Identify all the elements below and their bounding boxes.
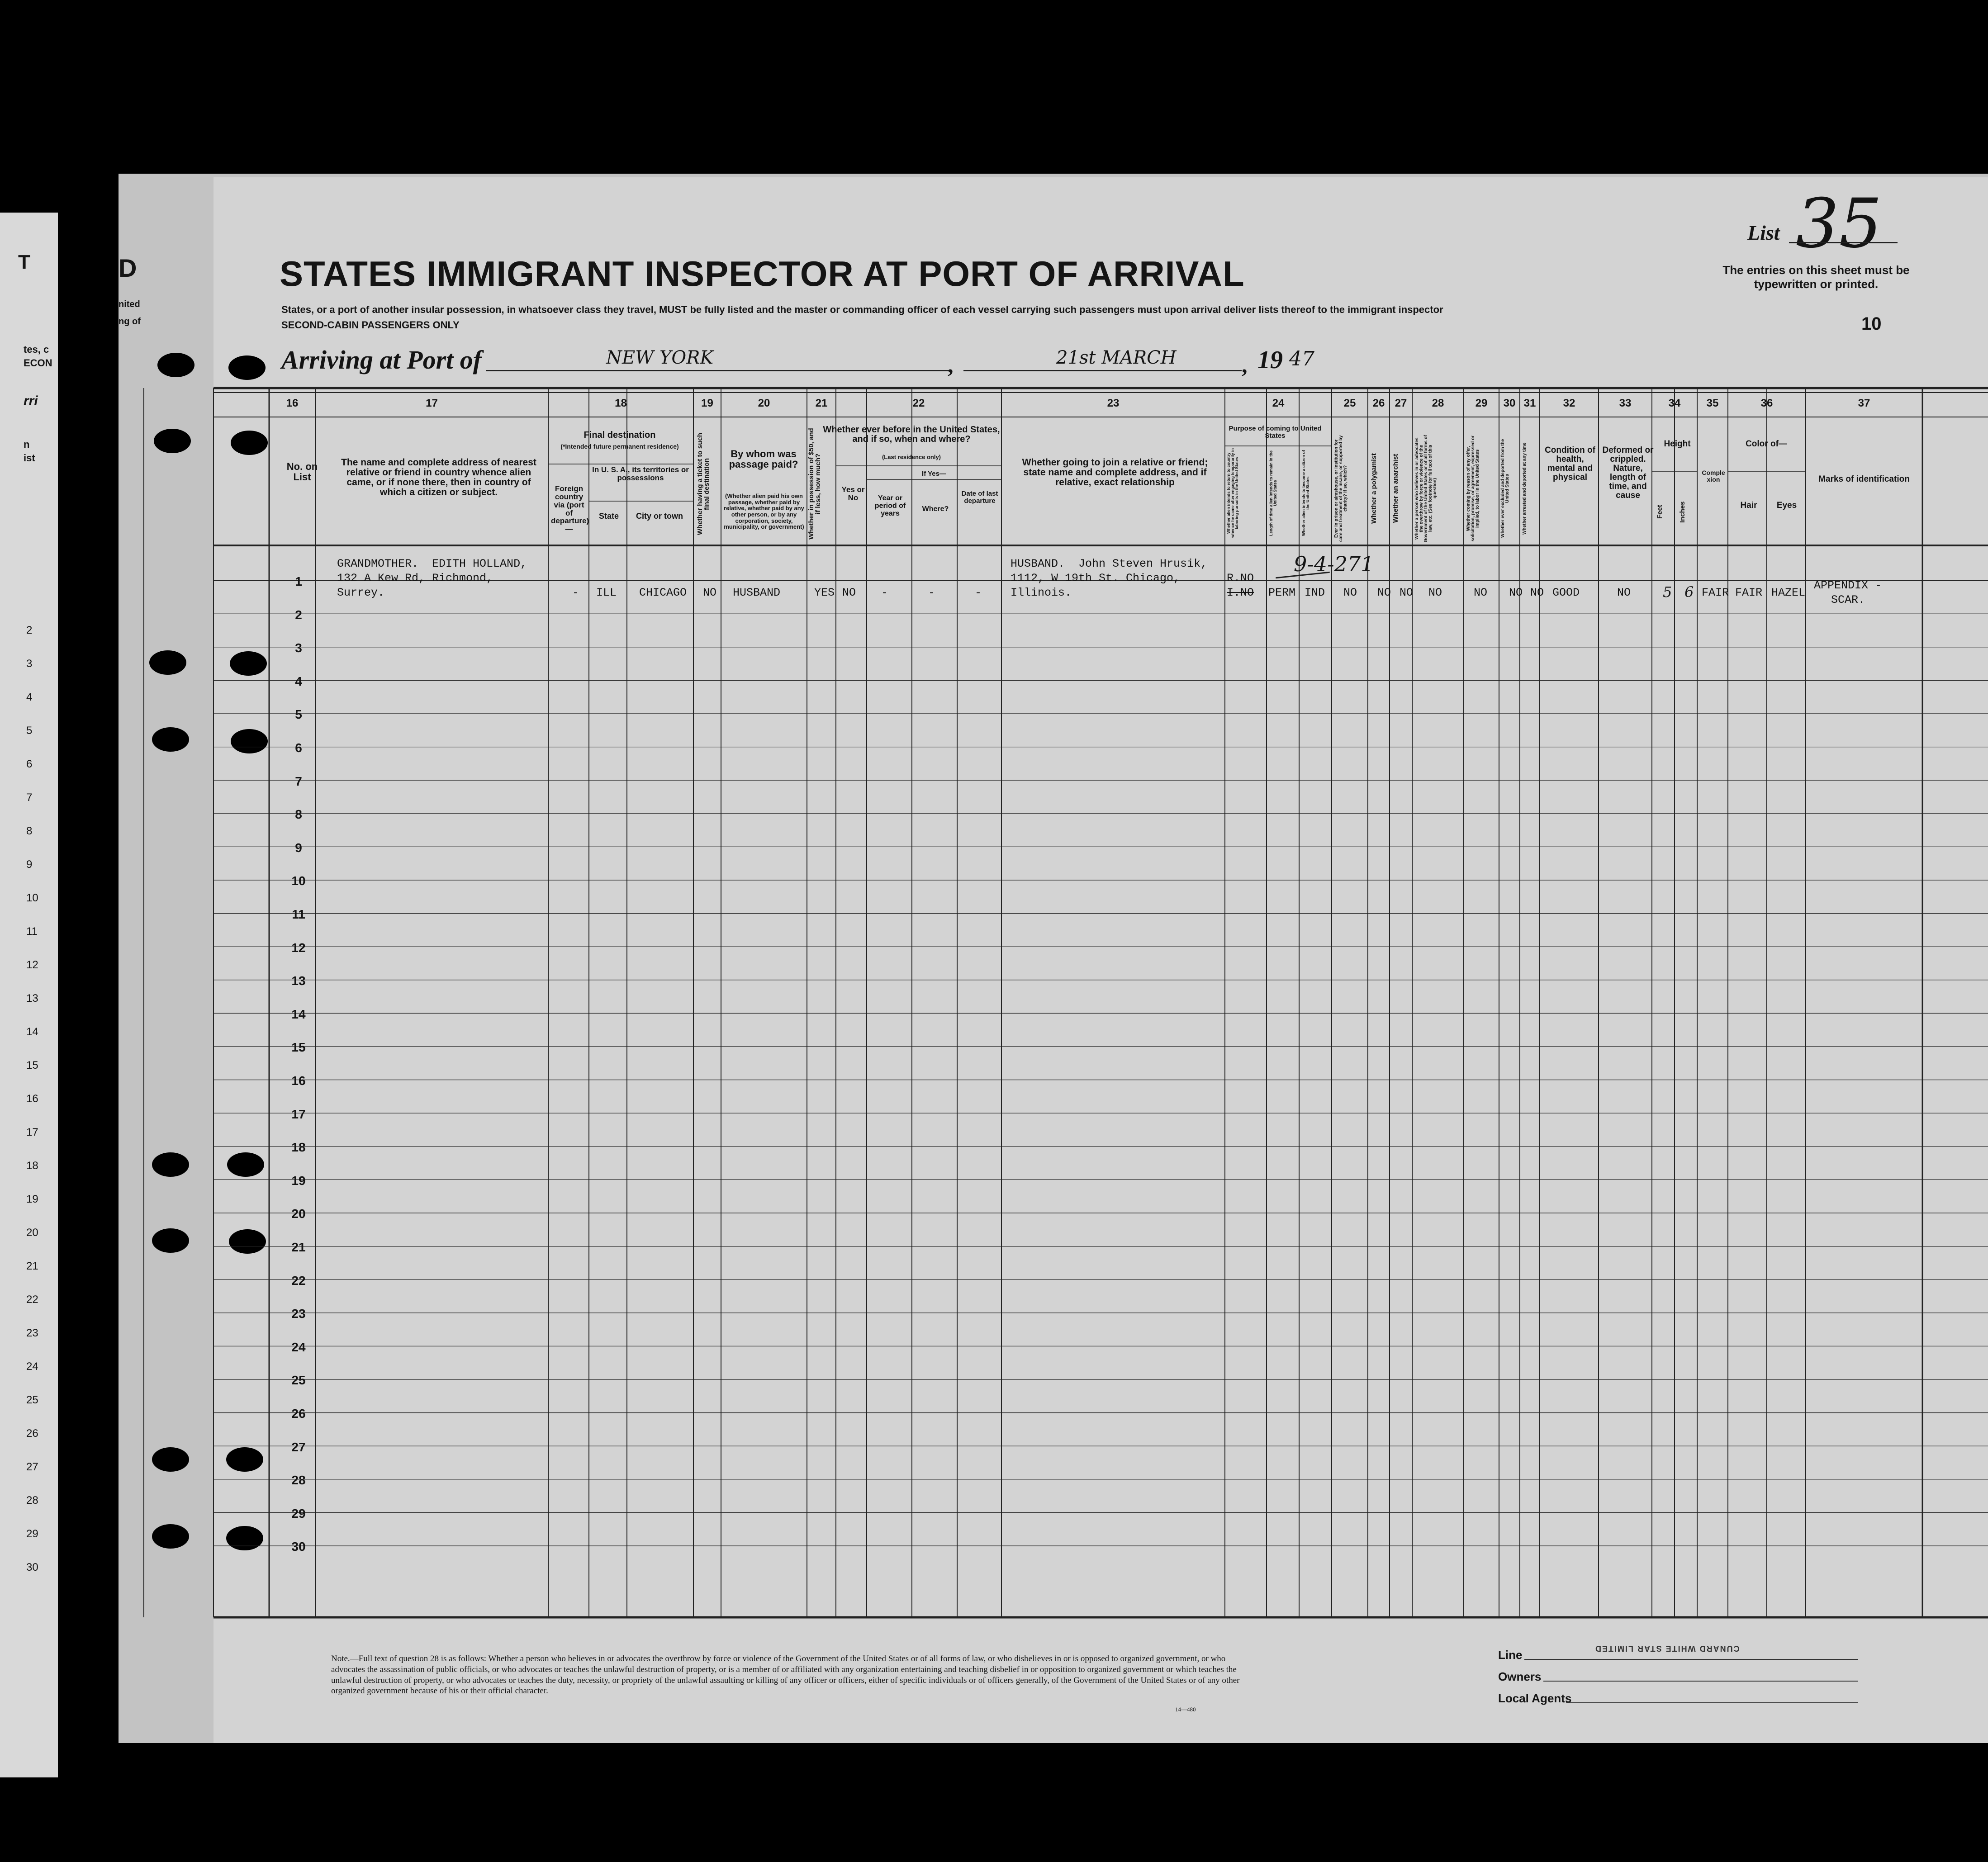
row-number: 16	[291, 1074, 306, 1088]
column-number-19: 19	[701, 397, 713, 409]
col24-citizen: Whether alien intends to become a citizen of the United States	[1301, 450, 1310, 536]
row-number: 26	[291, 1407, 306, 1421]
purpose-return-1: R.NO	[1227, 572, 1254, 585]
strip-fragment: tes, c	[24, 344, 49, 355]
line-stamp: CUNARD WHITE STAR LIMITED	[1594, 1644, 1740, 1653]
col27-header: Whether an anarchist	[1392, 454, 1400, 523]
strip-fragment: rri	[24, 393, 38, 408]
height-inches-value: 6	[1684, 583, 1694, 601]
strip-row-number: 5	[26, 725, 33, 737]
col23-header: Whether going to join a relative or friend; state name and complete address, and if relative, exact relationship	[1022, 457, 1208, 488]
row-number: 25	[291, 1373, 306, 1388]
row-number: 18	[291, 1140, 306, 1155]
ticket-value: NO	[703, 586, 717, 599]
eyes-value: HAZEL	[1771, 586, 1806, 599]
row-number: 20	[291, 1207, 306, 1221]
col18-state: State	[598, 512, 619, 521]
contract-labor-value: NO	[1474, 586, 1488, 599]
arrested-value: NO	[1530, 586, 1544, 599]
strip-row-number: 10	[26, 892, 38, 904]
strip-row-number: 27	[26, 1461, 38, 1473]
strip-row-number: 20	[26, 1227, 38, 1239]
year-suffix: 47	[1289, 347, 1314, 370]
polygamist-value: NO	[1377, 586, 1391, 599]
strip-row-number: 11	[26, 925, 38, 938]
row-number: 9	[295, 840, 302, 855]
col32-header: Condition of health, mental and physical	[1545, 445, 1595, 482]
row-number: 30	[291, 1540, 306, 1554]
strip-row-number: 19	[26, 1193, 38, 1205]
overthrow-value: NO	[1428, 586, 1442, 599]
years-value: -	[881, 586, 888, 599]
passage-paid-value: HUSBAND	[733, 586, 781, 599]
marks-value: APPENDIX -	[1814, 579, 1882, 592]
bound-edge-text: ng of	[119, 317, 141, 327]
col22-ifyes: If Yes—	[922, 470, 946, 478]
row-number: 15	[291, 1040, 306, 1055]
col18-sub: (*Intended future permanent residence)	[560, 443, 679, 450]
line-label: Line	[1498, 1648, 1523, 1662]
column-number-35: 35	[1706, 397, 1719, 409]
row-number: 21	[291, 1240, 306, 1254]
column-number-16: 16	[286, 397, 299, 409]
page-number: 10	[1861, 314, 1882, 334]
strip-row-number: 26	[26, 1427, 38, 1440]
column-number-36: 36	[1760, 397, 1773, 409]
row-number: 2	[295, 607, 302, 622]
column-number-31: 31	[1523, 397, 1536, 409]
column-number-17: 17	[426, 397, 438, 409]
strip-row-number: 12	[26, 959, 38, 971]
strip-row-number: 30	[26, 1561, 38, 1573]
col17-header: The name and complete address of nearest relative or friend in country whence alien came, or if none there, then in country of which a citizen or subject.	[341, 457, 536, 498]
column-number-26: 26	[1372, 397, 1385, 409]
page-subtitle: States, or a port of another insular possession, in whatsoever class they travel, MUST be fully listed and the master or commanding officer of each vessel carrying such passengers must upon arrival deliver lists thereof to the immigrant inspector	[281, 304, 1443, 315]
row-number: 10	[291, 874, 306, 888]
passenger-class: SECOND-CABIN PASSENGERS ONLY	[281, 319, 460, 331]
col36-header: Color of—	[1746, 439, 1787, 449]
col29-header: Whether coming by reason of any offer, solicitation, promise, or agreement, expressed or implied, to labor in the United States	[1466, 436, 1480, 541]
strip-row-number: 4	[26, 691, 33, 703]
col37-header: Marks of identification	[1818, 474, 1910, 484]
strip-row-number: 28	[26, 1494, 38, 1507]
strip-row-number: 24	[26, 1360, 38, 1373]
strip-fragment: n	[24, 439, 30, 450]
comma: ,	[948, 352, 954, 378]
city-value: CHICAGO	[639, 586, 687, 599]
owners-label: Owners	[1498, 1670, 1542, 1683]
strip-row-number: 18	[26, 1160, 38, 1172]
column-number-30: 30	[1503, 397, 1516, 409]
strip-row-number: 8	[26, 825, 33, 837]
row-number: 4	[295, 674, 302, 688]
column-number-20: 20	[758, 397, 770, 409]
footnote-question-28: Note.—Full text of question 28 is as follows: Whether a person who believes in or advocates the overthrow by force or violence of the Government of the United States or of all forms of law, or who disbelieves in or is opposed to organized government, or who advocates the assassination of public officials, or who advocates or teaches the unlawful destruction of property, or is a member of or affiliated with any organization entertaining and teaching disbelief in or opposition to organized government or which teaches the unlawful destruction of property, or who advocates or teaches the duty, necessity, or propriety of the unlawful assaulting or killing of any officer or officers, either of specific individuals or of officers generally, of the Government of the United States or of any other organized government because of his or their official character.	[331, 1654, 1240, 1696]
col34-header: Height	[1664, 439, 1691, 449]
row-number: 6	[295, 741, 302, 755]
row-number: 5	[295, 707, 302, 722]
strip-row-number: 7	[26, 791, 33, 804]
row-number: 12	[291, 940, 306, 955]
col36-eyes: Eyes	[1776, 501, 1797, 510]
state-value: ILL	[596, 586, 617, 599]
row-number: 3	[295, 641, 302, 655]
col20-sub: (Whether alien paid his own passage, whether paid by relative, whether paid by any other person, or by any corporation, society, municipality, or government)	[724, 493, 804, 531]
typewritten-note: The entries on this sheet must be typewritten or printed.	[1722, 263, 1910, 291]
column-number-21: 21	[815, 397, 828, 409]
anarchist-value: NO	[1400, 586, 1414, 599]
deformed-value: NO	[1617, 586, 1631, 599]
join-state: Illinois.	[1011, 586, 1072, 599]
col36-hair: Hair	[1740, 501, 1757, 510]
col18-foreign: Foreign country via (port of departure)—	[551, 484, 589, 534]
col22-yesno: Yes or No	[841, 485, 865, 502]
port-value: NEW YORK	[606, 347, 714, 368]
strip-row-number: 17	[26, 1126, 38, 1138]
col25-header: Ever in prison or almshouse, or institution for care and treatment of the insane, or supported by charity? If so, which?	[1334, 435, 1348, 542]
row-number: 11	[292, 907, 305, 921]
row-number: 1	[295, 574, 302, 588]
col31-header: Whether arrested and deported at any time	[1522, 442, 1527, 535]
strip-row-number: 25	[26, 1394, 38, 1406]
col16-header: No. on List	[286, 461, 318, 483]
strip-row-number: 22	[26, 1293, 38, 1306]
foreign-country-value: -	[572, 586, 579, 599]
col26-header: Whether a polygamist	[1370, 453, 1378, 524]
purpose-return-2: I.NO	[1227, 586, 1254, 599]
row-number: 14	[291, 1007, 306, 1021]
join-name: HUSBAND. John Steven Hrusik,	[1011, 557, 1208, 570]
marks-value-2: SCAR.	[1831, 593, 1865, 606]
strip-fragment: ist	[24, 452, 35, 464]
col22-years: Year or period of years	[874, 494, 906, 517]
strip-row-number: 16	[26, 1093, 38, 1105]
col21-header: Whether in possession of $50, and if less, how much?	[807, 428, 822, 540]
row-number: 28	[291, 1473, 306, 1488]
col22-where: Where?	[922, 505, 949, 513]
date-value: 21st MARCH	[1056, 347, 1177, 368]
col35-header: Complexion	[1702, 469, 1725, 483]
col22-date: Date of last departure	[961, 490, 998, 505]
strip-row-number: 23	[26, 1327, 38, 1339]
strip-row-number: 14	[26, 1026, 38, 1038]
col20-header: By whom was passage paid?	[729, 448, 798, 470]
row-number: 13	[291, 974, 306, 988]
excluded-value: NO	[1509, 586, 1523, 599]
column-number-29: 29	[1475, 397, 1488, 409]
hair-value: FAIR	[1735, 586, 1763, 599]
column-number-27: 27	[1395, 397, 1407, 409]
col24-return: Whether alien intends to return to country whence he came after engaging temporarily in laboring pursuits in the United States	[1226, 448, 1239, 538]
col34-feet: Feet	[1656, 505, 1664, 519]
strip-row-number: 2	[26, 624, 33, 636]
bound-edge-letter: D	[119, 254, 137, 282]
length-of-stay-value: PERM	[1268, 586, 1296, 599]
handwritten-annotation: 9-4-271	[1294, 552, 1374, 576]
year-prefix: 19	[1257, 346, 1283, 374]
relative-city: Surrey.	[337, 586, 385, 599]
strip-row-number: 21	[26, 1260, 38, 1272]
health-value: GOOD	[1552, 586, 1580, 599]
col24-header: Purpose of coming to United States	[1229, 425, 1322, 440]
list-number: 35	[1796, 185, 1882, 263]
col18-city: City or town	[636, 512, 683, 521]
col19-header: Whether having a ticket to such final destination	[696, 433, 711, 535]
fifty-dollars-value: YES	[814, 586, 835, 599]
strip-row-number: 9	[26, 858, 33, 871]
ever-in-us-value: NO	[842, 586, 856, 599]
row-number: 17	[291, 1107, 306, 1121]
strip-row-number: 29	[26, 1528, 38, 1540]
row-number: 19	[291, 1173, 306, 1188]
citizen-value: IND	[1305, 586, 1325, 599]
comma: ,	[1242, 352, 1248, 378]
col22-header: Whether ever before in the United States, and if so, when and where?	[823, 425, 1000, 444]
join-address: 1112, W 19th St. Chicago,	[1011, 572, 1181, 585]
row-number: 8	[295, 807, 302, 822]
row-number: 23	[291, 1307, 306, 1321]
where-value: -	[928, 586, 935, 599]
row-number: 22	[291, 1273, 306, 1288]
col30-header: Whether ever excluded and deported from the United States	[1500, 439, 1510, 538]
col33-header: Deformed or crippled. Nature, length of time, and cause	[1602, 445, 1654, 500]
column-number-32: 32	[1563, 397, 1575, 409]
date-departure-value: -	[975, 586, 982, 599]
arriving-label: Arriving at Port of	[281, 345, 482, 374]
row-number: 24	[291, 1340, 306, 1354]
strip-row-number: 15	[26, 1059, 38, 1071]
column-number-23: 23	[1107, 397, 1120, 409]
strip-row-number: 13	[26, 992, 38, 1004]
column-number-24: 24	[1272, 397, 1285, 409]
column-number-33: 33	[1619, 397, 1632, 409]
column-number-25: 25	[1343, 397, 1356, 409]
column-number-28: 28	[1432, 397, 1444, 409]
agents-label: Local Agents	[1498, 1691, 1572, 1705]
strip-fragment: T	[18, 251, 30, 273]
col34-inches: Inches	[1679, 501, 1686, 523]
agents-underline	[1566, 1702, 1858, 1703]
relative-name: GRANDMOTHER. EDITH HOLLAND,	[337, 557, 527, 570]
col28-header: Whether a person who believes in or advocates the overthrow by force or violence of the Government of the United States or of all forms of law, etc. (See footnote for full text of this question)	[1414, 435, 1438, 542]
col24-length: Length of time alien intends to remain in the United States	[1269, 450, 1277, 536]
strip-row-number: 3	[26, 658, 33, 670]
prison-value: NO	[1343, 586, 1357, 599]
row-number: 27	[291, 1440, 306, 1454]
form-number: 14—480	[1175, 1706, 1196, 1713]
bound-edge-text: nited	[119, 299, 140, 309]
strip-row-number: 6	[26, 758, 33, 770]
height-feet-value: 5	[1663, 583, 1672, 601]
owners-underline	[1543, 1681, 1858, 1682]
column-number-37: 37	[1858, 397, 1870, 409]
column-number-22: 22	[912, 397, 925, 409]
page-title: STATES IMMIGRANT INSPECTOR AT PORT OF ARRIVAL	[280, 254, 1245, 294]
column-number-34: 34	[1668, 397, 1681, 409]
col18-header: Final destination	[584, 430, 656, 440]
complexion-value: FAIR	[1702, 586, 1729, 599]
row-number: 29	[291, 1506, 306, 1521]
line-underline	[1524, 1659, 1858, 1660]
relative-address: 132 A Kew Rd, Richmond,	[337, 572, 493, 585]
row-number: 7	[295, 774, 302, 788]
col18-usa: In U. S. A., its territories or possessions	[592, 465, 689, 482]
column-number-18: 18	[615, 397, 627, 409]
strip-fragment: ECON	[24, 357, 52, 369]
list-label: List	[1747, 221, 1780, 244]
col22-sub: (Last residence only)	[882, 454, 941, 460]
